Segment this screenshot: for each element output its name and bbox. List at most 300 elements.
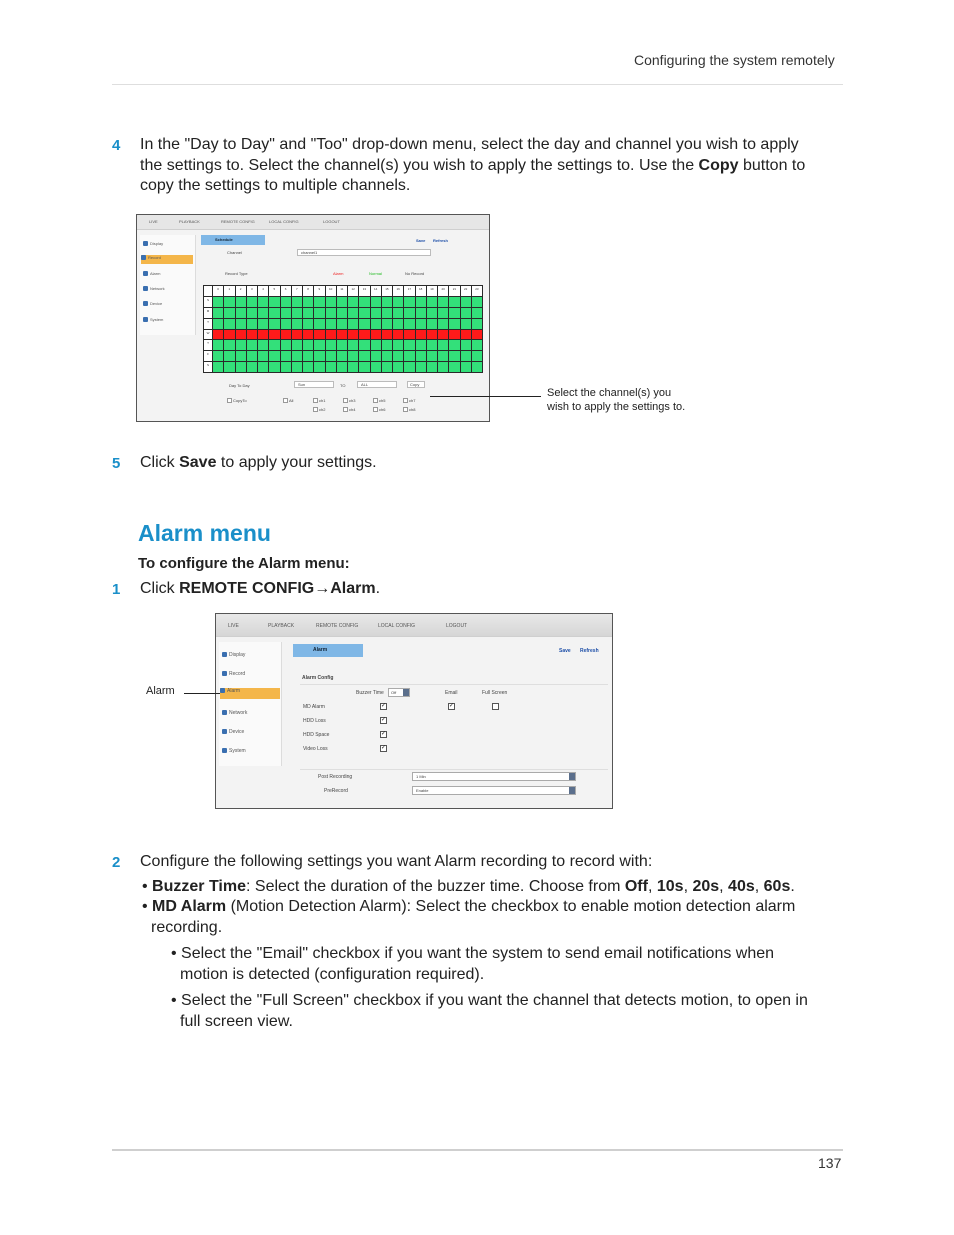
schedule-cell-normal[interactable] (269, 340, 279, 350)
md-alarm-checkbox[interactable]: ✓ (381, 703, 387, 709)
schedule-cell-normal[interactable] (224, 308, 234, 318)
prerecord-select[interactable] (412, 786, 576, 795)
record-icon (141, 255, 146, 260)
schedule-cell-normal[interactable] (224, 351, 234, 361)
schedule-cell-normal[interactable] (449, 319, 459, 329)
schedule-cell-alarm[interactable] (292, 330, 302, 340)
channel-checkbox[interactable] (373, 407, 378, 412)
hdd-space-checkbox[interactable]: ✓ (381, 731, 387, 737)
schedule-cell-normal[interactable] (393, 308, 403, 318)
schedule-cell-alarm[interactable] (393, 330, 403, 340)
schedule-cell-normal[interactable] (449, 308, 459, 318)
schedule-cell-normal[interactable] (303, 351, 313, 361)
day-select[interactable] (294, 381, 334, 388)
schedule-cell-normal[interactable] (348, 308, 358, 318)
schedule-cell-normal[interactable] (461, 351, 471, 361)
schedule-cell-normal[interactable] (247, 351, 257, 361)
channel-label: All (289, 398, 294, 403)
schedule-cell-normal[interactable] (427, 340, 437, 350)
schedule-cell-normal[interactable] (438, 362, 448, 372)
schedule-cell-normal[interactable] (236, 362, 246, 372)
hour-header: 5 (269, 286, 279, 296)
schedule-cell-normal[interactable] (236, 308, 246, 318)
channel-checkbox[interactable] (403, 398, 408, 403)
md-alarm-term: MD Alarm (152, 898, 227, 915)
channel-label: ch7 (409, 398, 416, 403)
nav-playback[interactable]: PLAYBACK (179, 219, 200, 224)
channel-select[interactable] (297, 249, 431, 256)
schedule-cell-normal[interactable] (314, 362, 324, 372)
sub-bullet-email (171, 944, 861, 985)
nav-logout[interactable]: LOGOUT (323, 219, 340, 224)
hour-header: 16 (393, 286, 403, 296)
channel-select-value: channel1 (301, 250, 318, 255)
side2-alarm[interactable] (220, 688, 280, 699)
schedule-cell-normal[interactable] (314, 308, 324, 318)
hour-header: 1 (224, 286, 234, 296)
schedule-cell-normal[interactable] (236, 319, 246, 329)
nav2-remote-config[interactable]: REMOTE CONFIG (316, 623, 359, 629)
channel-checkbox[interactable] (283, 398, 288, 403)
day-header: M (204, 308, 212, 318)
schedule-cell-normal[interactable] (303, 362, 313, 372)
step-1-b: . (375, 580, 381, 597)
channel-checkbox[interactable] (313, 407, 318, 412)
sub-1-line-1: • Select the "Email" checkbox if you want the system to send email notifications when (171, 945, 775, 962)
schedule-cell-normal[interactable] (404, 351, 414, 361)
fullscreen-label: Full Screen (482, 690, 508, 696)
schedule-cell-normal[interactable] (438, 319, 448, 329)
save-term: Save (179, 454, 217, 471)
schedule-cell-normal[interactable] (393, 319, 403, 329)
schedule-cell-alarm[interactable] (359, 330, 369, 340)
schedule-cell-normal[interactable] (348, 362, 358, 372)
schedule-cell-normal[interactable] (258, 297, 268, 307)
schedule-cell-normal[interactable] (472, 362, 482, 372)
schedule-cell-normal[interactable] (382, 340, 392, 350)
sub-2-a: Select the "Full Screen" checkbox if you want the channel that detects motion, to open in (181, 992, 808, 1009)
schedule-cell-normal[interactable] (213, 362, 223, 372)
channel-checkbox[interactable] (403, 407, 408, 412)
hdd-space-label: HDD Space (303, 732, 330, 738)
record-type-alarm[interactable]: Alarm (333, 271, 344, 276)
schedule-cell-normal[interactable] (224, 319, 234, 329)
schedule-cell-normal[interactable] (416, 319, 426, 329)
schedule-cell-normal[interactable] (438, 340, 448, 350)
side2-device-label: Device (229, 729, 245, 735)
side2-device[interactable] (222, 729, 280, 735)
schedule-cell-normal[interactable] (416, 362, 426, 372)
schedule-cell-normal[interactable] (247, 297, 257, 307)
schedule-cell-normal[interactable] (314, 319, 324, 329)
schedule-cell-normal[interactable] (258, 340, 268, 350)
schedule-cell-normal[interactable] (371, 340, 381, 350)
schedule-cell-alarm[interactable] (258, 330, 268, 340)
schedule-cell-normal[interactable] (371, 297, 381, 307)
schedule-cell-normal[interactable] (292, 362, 302, 372)
schedule-cell-normal[interactable] (416, 308, 426, 318)
copyto-checkbox[interactable] (227, 398, 232, 403)
alarm-icon (143, 271, 148, 276)
alarm-screenshot (215, 613, 613, 809)
schedule-cell-normal[interactable] (449, 362, 459, 372)
schedule-cell-normal[interactable] (359, 340, 369, 350)
schedule-screenshot (136, 214, 490, 422)
schedule-cell-normal[interactable] (269, 308, 279, 318)
schedule-cell-normal[interactable] (292, 351, 302, 361)
schedule-cell-normal[interactable] (303, 319, 313, 329)
schedule-cell-normal[interactable] (427, 297, 437, 307)
step-4-text (140, 135, 850, 197)
hour-header: 6 (281, 286, 291, 296)
schedule-cell-alarm[interactable] (224, 330, 234, 340)
nav-remote-config[interactable]: REMOTE CONFIG (221, 219, 255, 224)
prerecord-value: Enable (416, 788, 429, 793)
schedule-cell-normal[interactable] (416, 340, 426, 350)
schedule-cell-normal[interactable] (404, 297, 414, 307)
schedule-cell-normal[interactable] (427, 319, 437, 329)
post-recording-value: 1 Min (416, 774, 426, 779)
opt-40s: 40s (728, 878, 755, 895)
alarm-tab[interactable]: Alarm (293, 644, 363, 657)
dropdown-arrow-icon (403, 689, 409, 696)
channel-checkbox[interactable] (373, 398, 378, 403)
schedule-cell-normal[interactable] (393, 340, 403, 350)
schedule-cell-normal[interactable] (258, 351, 268, 361)
save-link[interactable]: Save (416, 238, 426, 243)
schedule-cell-alarm[interactable] (247, 330, 257, 340)
schedule-cell-normal[interactable] (404, 308, 414, 318)
schedule-cell-normal[interactable] (314, 297, 324, 307)
side-record-label: Record (148, 255, 161, 260)
schedule-cell-normal[interactable] (416, 297, 426, 307)
schedule-cell-normal[interactable] (371, 362, 381, 372)
schedule-cell-normal[interactable] (348, 351, 358, 361)
record-type-normal[interactable]: Normal (369, 271, 382, 276)
hour-header: 3 (247, 286, 257, 296)
schedule-cell-alarm[interactable] (236, 330, 246, 340)
md-fullscreen-checkbox[interactable] (492, 703, 499, 710)
schedule-cell-normal[interactable] (326, 351, 336, 361)
sub-1-line-2: motion is detected (configuration required). (180, 965, 485, 983)
schedule-cell-normal[interactable] (337, 362, 347, 372)
schedule-cell-normal[interactable] (404, 319, 414, 329)
schedule-cell-normal[interactable] (461, 362, 471, 372)
schedule-cell-normal[interactable] (461, 340, 471, 350)
schedule-cell-normal[interactable] (382, 351, 392, 361)
side2-record[interactable] (222, 671, 280, 677)
schedule-cell-normal[interactable] (472, 340, 482, 350)
md-email-checkbox[interactable]: ✓ (449, 703, 455, 709)
dropdown-arrow-icon (569, 787, 575, 794)
nav-local-config[interactable]: LOCAL CONFIG (269, 219, 299, 224)
schedule-cell-normal[interactable] (303, 308, 313, 318)
side2-record-label: Record (229, 671, 246, 677)
schedule-cell-normal[interactable] (303, 297, 313, 307)
schedule-cell-normal[interactable] (236, 340, 246, 350)
schedule-cell-normal[interactable] (292, 297, 302, 307)
schedule-cell-normal[interactable] (337, 297, 347, 307)
channel-label: ch5 (379, 398, 386, 403)
schedule-cell-normal[interactable] (213, 297, 223, 307)
device-icon (222, 729, 227, 734)
schedule-cell-normal[interactable] (359, 319, 369, 329)
side-network[interactable] (143, 286, 193, 291)
schedule-cell-normal[interactable] (393, 362, 403, 372)
hour-header: 12 (348, 286, 358, 296)
sub-bullet-fullscreen (171, 991, 861, 1032)
day-header: S (204, 362, 212, 372)
schedule-cell-alarm[interactable] (404, 330, 414, 340)
alarm-menu-heading: Alarm menu (138, 520, 271, 546)
hour-header: 8 (303, 286, 313, 296)
side-record[interactable] (141, 255, 193, 264)
schedule-cell-normal[interactable] (303, 340, 313, 350)
schedule-cell-alarm[interactable] (281, 330, 291, 340)
schedule-cell-normal[interactable] (326, 340, 336, 350)
schedule-cell-normal[interactable] (337, 340, 347, 350)
schedule-cell-normal[interactable] (281, 319, 291, 329)
schedule-cell-normal[interactable] (348, 297, 358, 307)
schedule-cell-normal[interactable] (449, 340, 459, 350)
schedule-cell-normal[interactable] (393, 297, 403, 307)
schedule-cell-normal[interactable] (247, 340, 257, 350)
schedule-cell-alarm[interactable] (416, 330, 426, 340)
schedule-cell-normal[interactable] (404, 340, 414, 350)
schedule-cell-normal[interactable] (292, 319, 302, 329)
nav2-local-config[interactable]: LOCAL CONFIG (378, 623, 416, 629)
schedule-cell-normal[interactable] (314, 340, 324, 350)
alarm-term: Alarm (330, 580, 376, 597)
opt-10s: 10s (656, 878, 684, 895)
record-type-none[interactable]: No Record (405, 271, 425, 276)
schedule-grid[interactable] (203, 285, 483, 373)
channel-checkbox[interactable] (343, 407, 348, 412)
schedule-cell-normal[interactable] (461, 308, 471, 318)
schedule-cell-normal[interactable] (224, 297, 234, 307)
schedule-cell-normal[interactable] (371, 319, 381, 329)
schedule-cell-alarm[interactable] (449, 330, 459, 340)
schedule-cell-normal[interactable] (449, 351, 459, 361)
schedule-cell-alarm[interactable] (371, 330, 381, 340)
step-5-a: Click (140, 454, 180, 471)
hour-header: 11 (337, 286, 347, 296)
schedule-cell-normal[interactable] (382, 308, 392, 318)
alarm-menu-subheading: To configure the Alarm menu: (138, 555, 350, 572)
schedule-cell-normal[interactable] (359, 308, 369, 318)
schedule-cell-normal[interactable] (213, 308, 223, 318)
schedule-cell-alarm[interactable] (438, 330, 448, 340)
schedule-cell-normal[interactable] (269, 297, 279, 307)
buzzer-time-select[interactable] (388, 688, 410, 697)
side-nav (140, 235, 196, 335)
schedule-cell-alarm[interactable] (314, 330, 324, 340)
schedule-cell-normal[interactable] (292, 308, 302, 318)
hour-header: 10 (326, 286, 336, 296)
schedule-cell-normal[interactable] (281, 308, 291, 318)
schedule-cell-normal[interactable] (281, 340, 291, 350)
schedule-cell-normal[interactable] (213, 351, 223, 361)
day-header: S (204, 297, 212, 307)
side-nav-2 (219, 642, 282, 766)
schedule-cell-normal[interactable] (236, 297, 246, 307)
schedule-cell-alarm[interactable] (472, 330, 482, 340)
schedule-cell-normal[interactable] (326, 297, 336, 307)
schedule-cell-normal[interactable] (337, 308, 347, 318)
schedule-cell-normal[interactable] (269, 319, 279, 329)
side-alarm[interactable] (143, 271, 193, 276)
hour-header: 15 (382, 286, 392, 296)
email-label: Email (445, 690, 458, 696)
alarm-icon (220, 688, 225, 693)
side-device-label: Device (150, 301, 163, 306)
schedule-cell-normal[interactable] (461, 319, 471, 329)
refresh-link[interactable]: Refresh (433, 238, 448, 243)
schedule-cell-normal[interactable] (348, 340, 358, 350)
schedule-cell-alarm[interactable] (213, 330, 223, 340)
schedule-cell-normal[interactable] (258, 308, 268, 318)
grid-corner (204, 286, 212, 296)
sub-1-a: Select the "Email" checkbox if you want the system to send email notifications when (181, 945, 775, 962)
schedule-cell-normal[interactable] (224, 340, 234, 350)
schedule-cell-normal[interactable] (427, 362, 437, 372)
copy-button-label: Copy (410, 382, 420, 387)
step-4-number: 4 (112, 137, 121, 154)
schedule-cell-normal[interactable] (236, 351, 246, 361)
schedule-cell-normal[interactable] (427, 308, 437, 318)
step-5-text (140, 453, 377, 474)
schedule-cell-normal[interactable] (247, 308, 257, 318)
side-device[interactable] (143, 301, 193, 306)
to-select-value: ALL (361, 382, 369, 387)
step-5-b: to apply your settings. (216, 454, 377, 471)
schedule-cell-normal[interactable] (326, 308, 336, 318)
side2-system[interactable] (222, 748, 280, 754)
schedule-cell-normal[interactable] (213, 319, 223, 329)
schedule-cell-normal[interactable] (269, 362, 279, 372)
schedule-cell-normal[interactable] (281, 362, 291, 372)
side-system[interactable] (143, 317, 193, 322)
schedule-cell-normal[interactable] (348, 319, 358, 329)
day-header: T (204, 340, 212, 350)
channel-checkbox[interactable] (313, 398, 318, 403)
running-header: Configuring the system remotely (634, 52, 835, 68)
side2-network[interactable] (222, 710, 280, 716)
nav2-playback[interactable]: PLAYBACK (268, 623, 295, 629)
opt-off: Off (624, 878, 648, 895)
schedule-cell-normal[interactable] (258, 319, 268, 329)
top-nav-bar-2 (216, 614, 612, 637)
schedule-cell-normal[interactable] (427, 351, 437, 361)
schedule-cell-normal[interactable] (359, 351, 369, 361)
schedule-tab[interactable]: Schedule (201, 235, 265, 245)
schedule-cell-normal[interactable] (382, 297, 392, 307)
copy-button[interactable] (407, 381, 425, 388)
step-4-line-3: copy the settings to multiple channels. (140, 177, 411, 194)
side2-display[interactable] (222, 652, 280, 658)
opt-60s: 60s (763, 878, 791, 895)
schedule-cell-normal[interactable] (337, 351, 347, 361)
schedule-cell-normal[interactable] (472, 297, 482, 307)
schedule-cell-normal[interactable] (472, 319, 482, 329)
schedule-cell-normal[interactable] (269, 351, 279, 361)
schedule-cell-normal[interactable] (292, 340, 302, 350)
side2-display-label: Display (229, 652, 246, 658)
schedule-cell-alarm[interactable] (461, 330, 471, 340)
schedule-cell-normal[interactable] (326, 319, 336, 329)
schedule-cell-alarm[interactable] (337, 330, 347, 340)
schedule-cell-normal[interactable] (449, 297, 459, 307)
step-4-line-1: In the "Day to Day" and "Too" drop-down menu, select the day and channel you wish to apply (140, 136, 799, 153)
schedule-cell-normal[interactable] (258, 362, 268, 372)
schedule-cell-alarm[interactable] (269, 330, 279, 340)
schedule-cell-normal[interactable] (326, 362, 336, 372)
header-rule (112, 84, 843, 85)
video-loss-checkbox[interactable]: ✓ (381, 745, 387, 751)
schedule-cell-normal[interactable] (472, 308, 482, 318)
channel-checkbox[interactable] (343, 398, 348, 403)
hour-header: 0 (213, 286, 223, 296)
schedule-cell-alarm[interactable] (427, 330, 437, 340)
schedule-cell-normal[interactable] (438, 351, 448, 361)
day-header: F (204, 351, 212, 361)
schedule-cell-normal[interactable] (404, 362, 414, 372)
nav2-live[interactable]: LIVE (228, 623, 239, 629)
schedule-cell-normal[interactable] (281, 351, 291, 361)
schedule-cell-normal[interactable] (382, 319, 392, 329)
schedule-cell-normal[interactable] (281, 297, 291, 307)
footer-rule (112, 1149, 843, 1151)
schedule-cell-normal[interactable] (359, 362, 369, 372)
to-select[interactable] (357, 381, 397, 388)
schedule-cell-alarm[interactable] (326, 330, 336, 340)
nav2-logout[interactable]: LOGOUT (446, 623, 468, 629)
schedule-cell-alarm[interactable] (303, 330, 313, 340)
nav-live[interactable]: LIVE (149, 219, 158, 224)
schedule-cell-normal[interactable] (314, 351, 324, 361)
schedule-cell-normal[interactable] (438, 297, 448, 307)
schedule-cell-normal[interactable] (371, 308, 381, 318)
side-display[interactable] (143, 241, 193, 246)
hour-header: 17 (404, 286, 414, 296)
schedule-cell-normal[interactable] (224, 362, 234, 372)
schedule-cell-normal[interactable] (247, 319, 257, 329)
schedule-cell-normal[interactable] (213, 340, 223, 350)
schedule-cell-normal[interactable] (371, 351, 381, 361)
hdd-loss-checkbox[interactable]: ✓ (381, 717, 387, 723)
schedule-cell-normal[interactable] (438, 308, 448, 318)
refresh-link-2[interactable]: Refresh (580, 648, 599, 654)
schedule-cell-normal[interactable] (461, 297, 471, 307)
schedule-cell-normal[interactable] (393, 351, 403, 361)
bullet-1-text: : Select the duration of the buzzer time. Choose from (246, 878, 625, 895)
side2-alarm-label: Alarm (227, 688, 241, 694)
schedule-cell-normal[interactable] (382, 362, 392, 372)
page-number: 137 (818, 1155, 842, 1171)
schedule-cell-alarm[interactable] (348, 330, 358, 340)
hour-header: 13 (359, 286, 369, 296)
schedule-cell-normal[interactable] (337, 319, 347, 329)
md-alarm-label: MD Alarm (303, 704, 325, 710)
schedule-cell-normal[interactable] (359, 297, 369, 307)
schedule-cell-normal[interactable] (472, 351, 482, 361)
schedule-cell-normal[interactable] (416, 351, 426, 361)
post-recording-select[interactable] (412, 772, 576, 781)
save-link-2[interactable]: Save (559, 648, 571, 654)
schedule-cell-alarm[interactable] (382, 330, 392, 340)
schedule-cell-normal[interactable] (247, 362, 257, 372)
callout-1-leader (430, 396, 541, 397)
